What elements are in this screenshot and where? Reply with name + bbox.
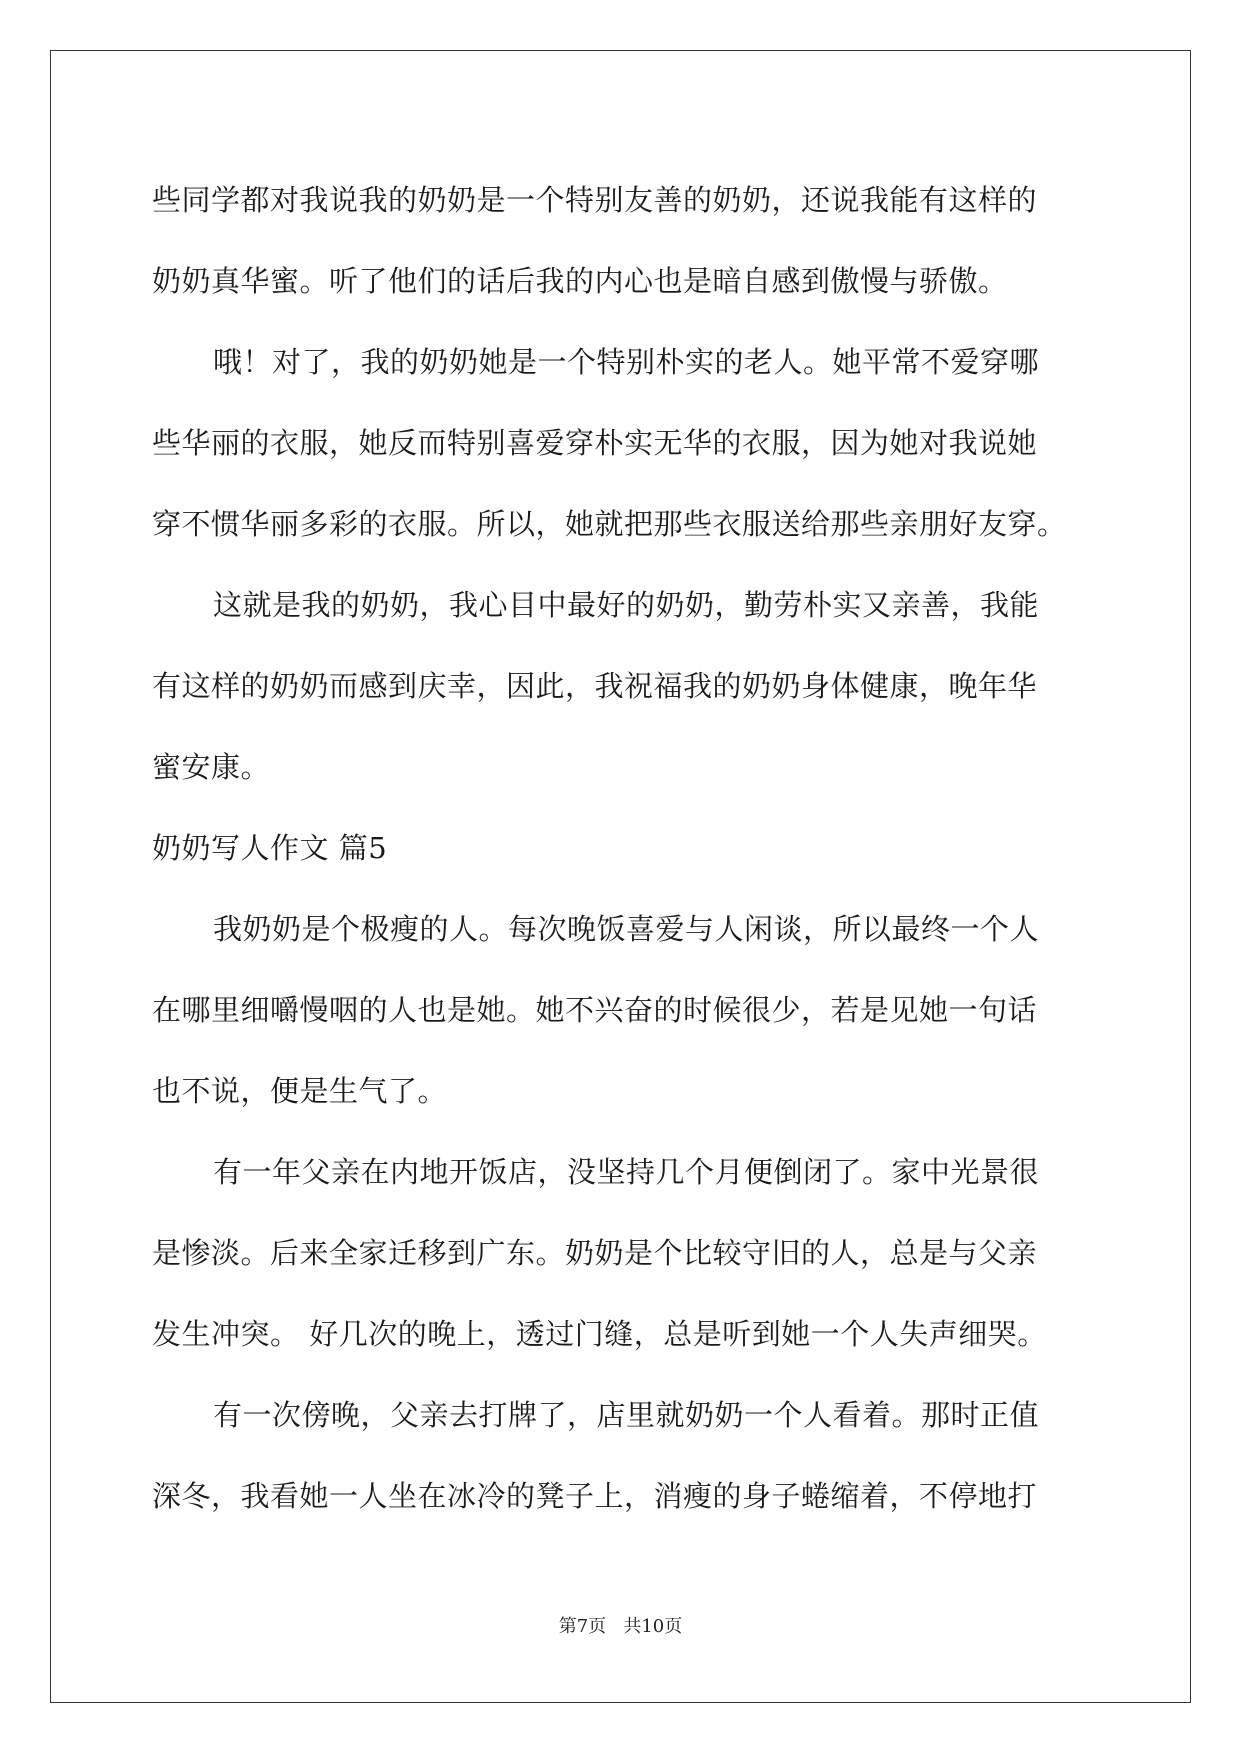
- text-line: 蜜安康。: [152, 750, 271, 784]
- text-line: 些同学都对我说我的奶奶是一个特别友善的奶奶，还说我能有这样的: [152, 183, 1038, 217]
- text-line: 些华丽的衣服，她反而特别喜爱穿朴实无华的衣服，因为她对我说她: [152, 426, 1038, 460]
- text-line: 这就是我的奶奶，我心目中最好的奶奶，勤劳朴实又亲善，我能: [213, 588, 1040, 622]
- text-line: 发生冲突。 好几次的晚上，透过门缝，总是听到她一个人失声细哭。: [152, 1317, 1047, 1351]
- text-line: 在哪里细嚼慢咽的人也是她。她不兴奋的时候很少，若是见她一句话: [152, 993, 1038, 1027]
- text-line: 我奶奶是个极瘦的人。每次晚饭喜爱与人闲谈，所以最终一个人: [213, 912, 1040, 946]
- text-line: 有这样的奶奶而感到庆幸，因此，我祝福我的奶奶身体健康，晚年华: [152, 669, 1038, 703]
- text-line: 哦！对了，我的奶奶她是一个特别朴实的老人。她平常不爱穿哪: [213, 345, 1040, 379]
- section-heading: 奶奶写人作文 篇5: [152, 831, 388, 865]
- text-line: 奶奶真华蜜。听了他们的话后我的内心也是暗自感到傲慢与骄傲。: [152, 264, 1008, 298]
- document-body: [152, 160, 1092, 1537]
- page-footer: [0, 1612, 1241, 1638]
- text-line: 有一年父亲在内地开饭店，没坚持几个月便倒闭了。家中光景很: [213, 1155, 1040, 1189]
- text-line: 穿不惯华丽多彩的衣服。所以，她就把那些衣服送给那些亲朋好友穿。: [152, 507, 1067, 541]
- page-number: 第7页 共10页: [558, 1616, 683, 1637]
- text-line: 是惨淡。后来全家迁移到广东。奶奶是个比较守旧的人，总是与父亲: [152, 1236, 1038, 1270]
- text-line: 有一次傍晚，父亲去打牌了，店里就奶奶一个人看着。那时正值: [213, 1398, 1040, 1432]
- text-line: 也不说，便是生气了。: [152, 1074, 448, 1108]
- text-line: 深冬，我看她一人坐在冰冷的凳子上，消瘦的身子蜷缩着，不停地打: [152, 1479, 1038, 1513]
